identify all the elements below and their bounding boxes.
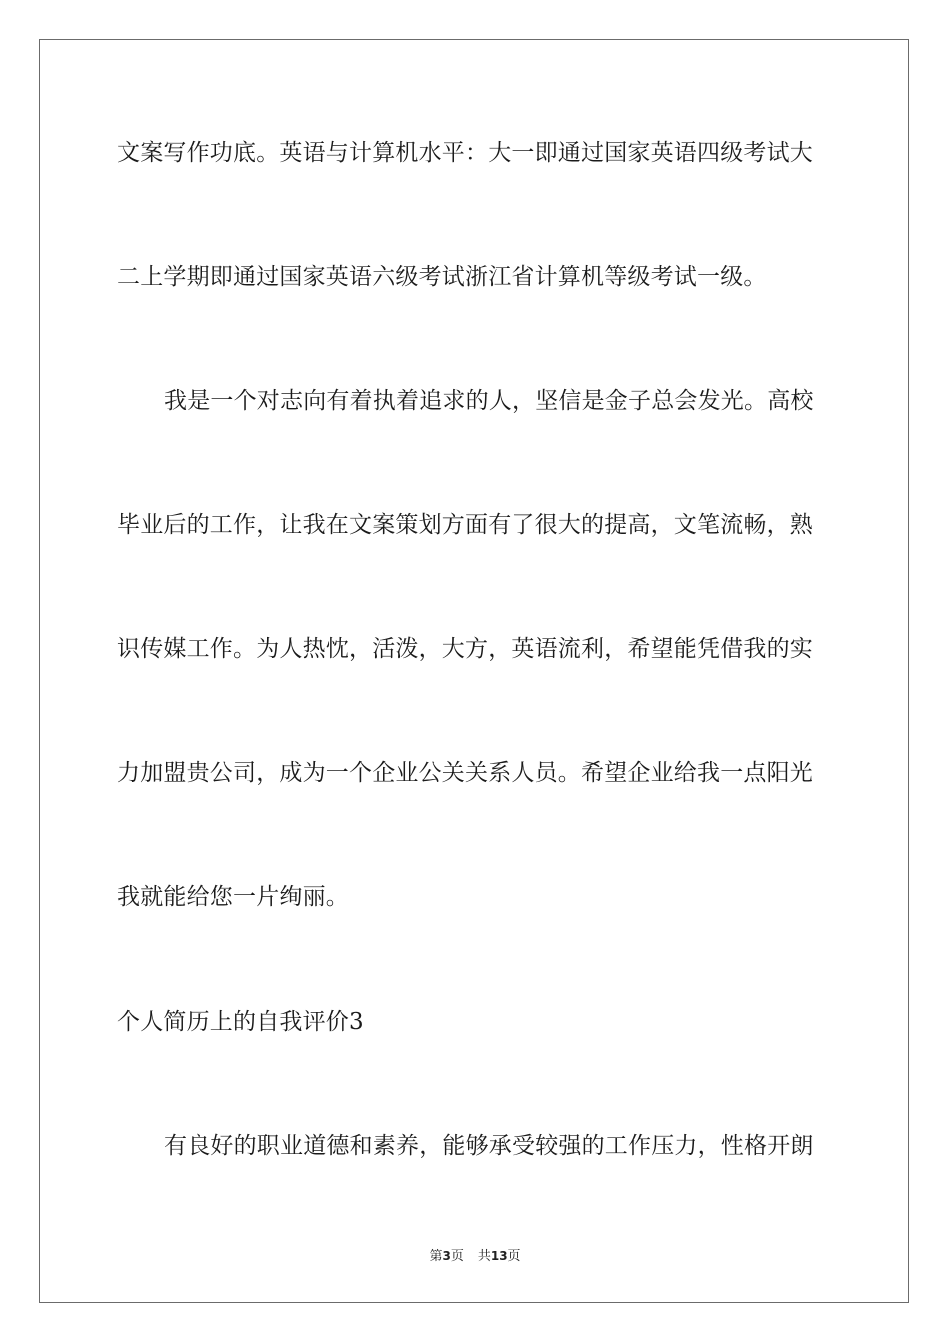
body-line-3: 我是一个对志向有着执着追求的人，坚信是金子总会发光。高校 [164,388,814,414]
footer-total-pages: 13 [490,1249,508,1263]
footer-page-prefix: 第 [429,1249,443,1264]
page-border [39,39,909,1303]
body-line-6: 力加盟贵公司，成为一个企业公关关系人员。希望企业给我一点阳光 [117,760,813,786]
footer-total-prefix: 共 [477,1249,491,1264]
footer-page-suffix: 页 [450,1249,464,1264]
body-line-5: 识传媒工作。为人热忱，活泼，大方，英语流利，希望能凭借我的实 [117,636,813,662]
body-line-1: 文案写作功底。英语与计算机水平：大一即通过国家英语四级考试大 [117,140,813,166]
section-heading: 个人简历上的自我评价3 [117,1009,364,1035]
body-line-8: 有良好的职业道德和素养，能够承受较强的工作压力，性格开朗 [164,1133,814,1159]
footer-page-number: 3 [442,1249,451,1263]
body-line-7: 我就能给您一片绚丽。 [117,884,349,910]
footer-total-suffix: 页 [507,1249,521,1264]
body-line-2: 二上学期即通过国家英语六级考试浙江省计算机等级考试一级。 [117,264,767,290]
page-footer [0,1247,950,1266]
body-line-4: 毕业后的工作，让我在文案策划方面有了很大的提高，文笔流畅，熟 [117,512,813,538]
